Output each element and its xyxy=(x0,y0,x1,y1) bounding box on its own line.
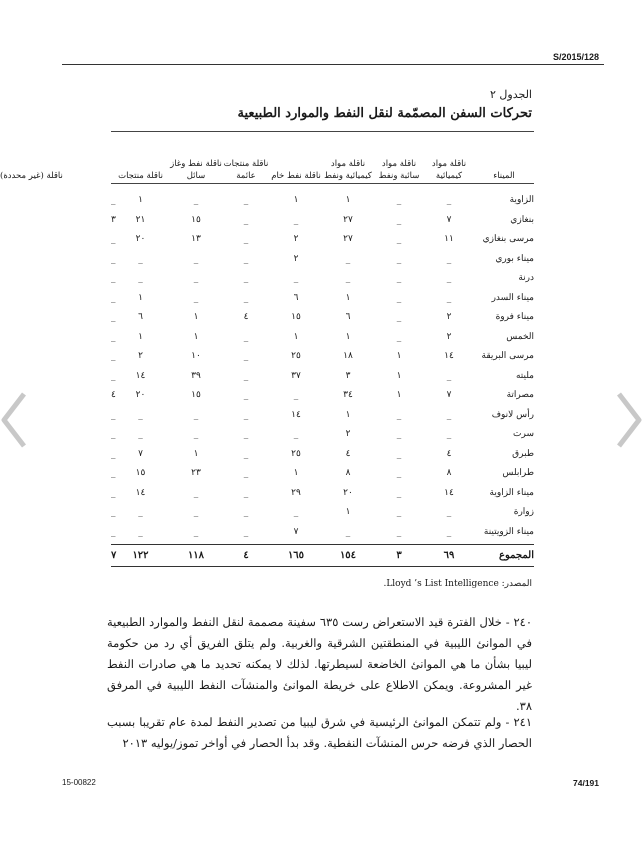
column-header-2: ناقلة مواد سائبة ونفط xyxy=(378,159,420,181)
value-cell: _ xyxy=(446,253,452,264)
value-cell: _ xyxy=(396,487,402,498)
value-cell: ٢٩ xyxy=(291,487,301,498)
value-cell: ٣٧ xyxy=(291,370,301,381)
table-row xyxy=(111,385,534,405)
value-cell: ٦ xyxy=(293,292,299,303)
value-cell: _ xyxy=(243,409,249,420)
port-name-cell: ميناء السدر xyxy=(491,292,534,303)
value-cell: ٢ xyxy=(293,234,299,244)
table-row xyxy=(111,405,534,425)
next-page-chevron-icon[interactable] xyxy=(613,390,643,450)
value-cell: _ xyxy=(193,507,199,517)
port-name-cell: الزاوية xyxy=(509,195,534,205)
value-cell: _ xyxy=(243,390,249,400)
value-cell: _ xyxy=(243,292,249,303)
table-header-rule xyxy=(111,183,534,184)
value-cell: ٢٥ xyxy=(291,351,301,361)
value-cell: ١ xyxy=(396,390,402,400)
column-header-6: ناقلة نفط وغاز سائل xyxy=(170,159,222,181)
value-cell: _ xyxy=(243,273,249,283)
value-cell: ١ xyxy=(293,195,299,205)
table-top-rule xyxy=(111,131,534,132)
port-name-cell: مصراتة xyxy=(506,390,534,400)
value-cell: ١ xyxy=(396,351,402,361)
value-cell: _ xyxy=(138,273,143,283)
table-row xyxy=(111,502,534,522)
value-cell: ٢ xyxy=(293,253,299,264)
value-cell: _ xyxy=(243,351,249,361)
value-cell: ٧ xyxy=(446,214,452,225)
table-row xyxy=(111,268,534,288)
value-cell: _ xyxy=(396,273,402,283)
value-cell: _ xyxy=(396,448,402,459)
value-cell: ١٥ xyxy=(191,390,201,400)
table-row xyxy=(111,190,534,210)
value-cell: _ xyxy=(138,507,143,517)
value-cell: ١٨ xyxy=(343,351,353,361)
value-cell: ١ xyxy=(193,448,199,459)
value-cell: _ xyxy=(396,331,402,342)
value-cell: ١ xyxy=(345,292,351,303)
value-cell: _ xyxy=(111,370,116,381)
value-cell: ٢ xyxy=(138,351,143,361)
value-cell: _ xyxy=(111,331,116,342)
value-cell: ٢ xyxy=(446,331,452,342)
port-name-cell: درنة xyxy=(518,273,534,283)
port-name-cell: رأس لانوف xyxy=(491,409,534,420)
port-name-cell: ميناء الزويتينة xyxy=(483,526,534,537)
value-cell: _ xyxy=(396,468,402,478)
value-cell: ١ xyxy=(293,331,299,342)
table-row xyxy=(111,522,534,542)
value-cell: _ xyxy=(293,214,299,225)
value-cell: _ xyxy=(138,253,143,264)
value-cell: _ xyxy=(345,526,351,537)
value-cell: ٢٠ xyxy=(135,234,146,244)
value-cell: _ xyxy=(243,448,249,459)
total-label-cell: المجموع xyxy=(499,550,534,561)
table-row xyxy=(111,346,534,366)
paragraph-241: ٢٤١ - ولم تتمكن الموانئ الرئيسية في شرق ليبيا من تصدير النفط لمدة عام تقريبا بسبب الحصار الذي فرضه حرس المنشآت النفطية. وقد بدأ الحصار في أواخر تموز/يوليه ٢٠١٣ xyxy=(107,715,532,750)
column-header-5: ناقلة منتجات عائمة xyxy=(223,159,269,181)
value-cell: ١٣ xyxy=(191,234,201,244)
value-cell: ٧ xyxy=(138,448,143,459)
value-cell: _ xyxy=(446,429,452,439)
value-cell: _ xyxy=(446,273,452,283)
value-cell: _ xyxy=(446,507,452,517)
value-cell: ١ xyxy=(293,468,299,478)
value-cell: _ xyxy=(138,526,143,537)
value-cell: _ xyxy=(243,487,249,498)
value-cell: _ xyxy=(193,409,199,420)
port-name-cell: مليته xyxy=(515,370,534,381)
value-cell: _ xyxy=(243,253,249,264)
value-cell: _ xyxy=(243,370,249,381)
value-cell: _ xyxy=(396,507,402,517)
table-row xyxy=(111,288,534,308)
value-cell: ٣٤ xyxy=(343,390,353,400)
value-cell: ٦ xyxy=(345,312,351,322)
port-name-cell: مرسى بنغازي xyxy=(482,234,534,244)
value-cell: _ xyxy=(243,214,249,225)
value-cell: _ xyxy=(193,292,199,303)
value-cell: ٢٧ xyxy=(343,234,353,244)
port-name-cell: بنغازي xyxy=(510,214,534,225)
value-cell: ٧ xyxy=(446,390,452,400)
value-cell: _ xyxy=(446,409,452,420)
value-cell: ١٤ xyxy=(291,409,301,420)
value-cell: ١ xyxy=(345,195,351,205)
value-cell: _ xyxy=(193,273,199,283)
port-name-cell: الخمس xyxy=(506,331,534,342)
value-cell: _ xyxy=(193,195,199,205)
value-cell: _ xyxy=(138,429,143,439)
value-cell: ١ xyxy=(345,507,351,517)
value-cell: _ xyxy=(111,351,116,361)
value-cell: _ xyxy=(396,195,402,205)
table-source-note: المصدر: Lloyd ’s List Intelligence. xyxy=(383,579,532,589)
value-cell: _ xyxy=(396,312,402,322)
value-cell: _ xyxy=(111,468,116,478)
column-header-3: ناقلة مواد كيميائية ونفط xyxy=(324,159,372,181)
value-cell: _ xyxy=(243,195,249,205)
port-name-cell: طرابلس xyxy=(502,468,534,478)
value-cell: _ xyxy=(111,409,116,420)
value-cell: ١٤ xyxy=(135,370,146,381)
value-cell: ٤ xyxy=(111,390,116,400)
value-cell: ٧ xyxy=(293,526,299,537)
value-cell: ١٥ xyxy=(291,312,301,322)
value-cell: _ xyxy=(111,526,116,537)
value-cell: _ xyxy=(111,507,116,517)
column-header-7: ناقلة منتجات xyxy=(118,171,163,181)
value-cell: ٣ xyxy=(111,214,116,225)
total-value-cell: ٧ xyxy=(111,550,117,561)
value-cell: ٨ xyxy=(345,468,351,478)
table-row xyxy=(111,307,534,327)
value-cell: _ xyxy=(111,234,116,244)
value-cell: ٤ xyxy=(243,312,249,322)
value-cell: ٢٣ xyxy=(191,468,201,478)
previous-page-chevron-icon[interactable] xyxy=(0,390,30,450)
value-cell: ١ xyxy=(193,331,199,342)
value-cell: ٦ xyxy=(138,312,143,322)
value-cell: _ xyxy=(111,292,116,303)
value-cell: _ xyxy=(446,370,452,381)
value-cell: _ xyxy=(293,507,299,517)
value-cell: _ xyxy=(396,214,402,225)
total-value-cell: ١٥٤ xyxy=(339,550,357,561)
value-cell: _ xyxy=(243,234,249,244)
value-cell: ١ xyxy=(138,195,143,205)
value-cell: ٤ xyxy=(345,448,351,459)
table-row xyxy=(111,327,534,347)
port-name-cell: ميناء الزاوية xyxy=(489,487,534,498)
value-cell: _ xyxy=(138,409,143,420)
column-header-4: ناقلة نفط خام xyxy=(271,171,321,181)
value-cell: ١٤ xyxy=(135,487,146,498)
value-cell: ١١ xyxy=(444,234,454,244)
table-label: الجدول ٢ xyxy=(489,88,532,101)
column-header-0: الميناء xyxy=(493,171,515,181)
value-cell: _ xyxy=(111,273,116,283)
port-name-cell: زوارة xyxy=(513,507,534,517)
value-cell: _ xyxy=(243,331,249,342)
value-cell: _ xyxy=(243,526,249,537)
value-cell: ١ xyxy=(396,370,402,381)
table-row xyxy=(111,229,534,249)
value-cell: ١٥ xyxy=(191,214,201,225)
table-row xyxy=(111,444,534,464)
column-header-1: ناقلة مواد كيميائية xyxy=(431,159,467,181)
value-cell: _ xyxy=(193,253,199,264)
column-header-8: ناقلة (غير محددة) xyxy=(0,171,63,181)
table-row xyxy=(111,463,534,483)
value-cell: ١٠ xyxy=(191,351,201,361)
value-cell: _ xyxy=(111,312,116,322)
value-cell: ١ xyxy=(345,409,351,420)
value-cell: ١٥ xyxy=(135,468,146,478)
value-cell: _ xyxy=(446,526,452,537)
value-cell: ١ xyxy=(193,312,199,322)
port-name-cell: ميناء بوري xyxy=(495,253,534,264)
value-cell: ٨ xyxy=(446,468,452,478)
value-cell: _ xyxy=(111,253,116,264)
total-bottom-rule xyxy=(111,566,534,567)
value-cell: _ xyxy=(396,292,402,303)
value-cell: ١٤ xyxy=(444,487,454,498)
value-cell: _ xyxy=(396,409,402,420)
header-rule xyxy=(62,64,604,65)
value-cell: ٣ xyxy=(345,370,351,381)
value-cell: ١٤ xyxy=(444,351,454,361)
value-cell: _ xyxy=(111,195,116,205)
total-value-cell: ١٦٥ xyxy=(287,550,305,561)
value-cell: _ xyxy=(446,195,452,205)
port-name-cell: ميناء فروة xyxy=(495,312,534,322)
value-cell: _ xyxy=(193,429,199,439)
value-cell: _ xyxy=(111,487,116,498)
value-cell: ٢١ xyxy=(135,214,146,225)
table-row xyxy=(111,424,534,444)
value-cell: ١ xyxy=(138,331,143,342)
value-cell: _ xyxy=(446,292,452,303)
table-row xyxy=(111,483,534,503)
value-cell: _ xyxy=(243,507,249,517)
page-number: 74/191 xyxy=(573,778,599,788)
total-value-cell: ١١٨ xyxy=(187,550,205,561)
value-cell: _ xyxy=(345,253,351,264)
value-cell: _ xyxy=(345,273,351,283)
value-cell: ١ xyxy=(345,331,351,342)
value-cell: ٣٩ xyxy=(191,370,201,381)
value-cell: ٤ xyxy=(446,448,452,459)
table-row xyxy=(111,249,534,269)
value-cell: _ xyxy=(293,390,299,400)
value-cell: ٢٠ xyxy=(135,390,146,400)
paragraph-240: ٢٤٠ - خلال الفترة قيد الاستعراض رست ٦٣٥ سفينة مصممة لنقل النفط والموارد الطبيعية في الموانئ الليبية في المنطقتين الشرقية والغربية. ولم يتلق الفريق أي رد من حكومة ليبيا بشأن ما هي الموانئ الخاضعة لسيطرتها. لذلك لا يمكنه تحديد ما هي صادرات النفط غير المشروعة. ويمكن الاطلاع على خريطة الموانئ والمنشآت النفط الليبية في المرفق ٣٨. xyxy=(107,615,532,713)
value-cell: ٢ xyxy=(446,312,452,322)
total-row xyxy=(111,545,534,565)
total-value-cell: ٣ xyxy=(396,550,402,561)
value-cell: _ xyxy=(293,273,299,283)
value-cell: ٢٠ xyxy=(343,487,353,498)
table-row xyxy=(111,210,534,230)
value-cell: _ xyxy=(396,253,402,264)
value-cell: _ xyxy=(396,526,402,537)
value-cell: _ xyxy=(243,429,249,439)
value-cell: _ xyxy=(111,448,116,459)
value-cell: _ xyxy=(293,429,299,439)
value-cell: _ xyxy=(396,429,402,439)
value-cell: _ xyxy=(193,487,199,498)
value-cell: ٢٧ xyxy=(343,214,353,225)
document-symbol: S/2015/128 xyxy=(552,52,599,62)
value-cell: _ xyxy=(243,468,249,478)
table-row xyxy=(111,366,534,386)
total-value-cell: ١٢٢ xyxy=(132,550,149,561)
table-title: تحركات السفن المصمّمة لنقل النفط والموارد الطبيعية xyxy=(237,106,532,121)
value-cell: _ xyxy=(396,234,402,244)
value-cell: _ xyxy=(111,429,116,439)
total-value-cell: ٦٩ xyxy=(443,550,455,561)
value-cell: ٢ xyxy=(345,429,351,439)
value-cell: _ xyxy=(193,526,199,537)
value-cell: ١ xyxy=(138,292,143,303)
total-value-cell: ٤ xyxy=(243,550,249,561)
value-cell: ٢٥ xyxy=(291,448,301,459)
port-name-cell: مرسى البريقة xyxy=(481,351,534,361)
document-number: 15-00822 xyxy=(62,778,96,787)
port-name-cell: طبرق xyxy=(512,448,534,459)
port-name-cell: سرت xyxy=(513,429,534,439)
